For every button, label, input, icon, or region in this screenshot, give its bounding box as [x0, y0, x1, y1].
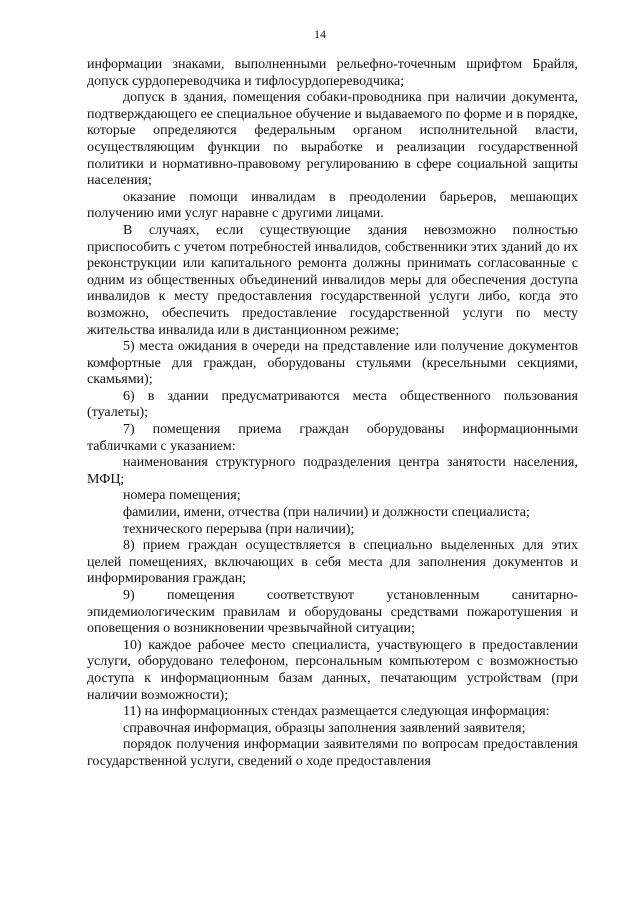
paragraph: 7) помещения приема граждан оборудованы информационными табличками с указанием:	[87, 422, 578, 454]
paragraph: технического перерыва (при наличии);	[123, 521, 355, 537]
paragraph: фамилии, имени, отчества (при наличии) и должности специалиста;	[123, 505, 530, 521]
page-number: 14	[314, 27, 326, 41]
paragraph: 11) на информационных стендах размещается следующая информация:	[123, 704, 550, 720]
paragraph: информации знаками, выполненными рельефно-точечным шрифтом Брайля, допуск сурдопереводчика и тифлосурдопереводчика;	[87, 57, 578, 89]
paragraph: 6) в здании предусматриваются места общественного пользования (туалеты);	[87, 388, 578, 421]
paragraph: наименования структурного подразделения центра занятости населения, МФЦ;	[87, 455, 578, 487]
paragraph: 5) места ожидания в очереди на представление или получение документов комфортные для граждан, оборудованы стульями (кресельными секциями, скамьями);	[87, 339, 578, 388]
document-body	[87, 57, 578, 771]
paragraph: 8) прием граждан осуществляется в специально выделенных для этих целей помещениях, включающих в себя места для заполнения документов и информирования граждан;	[87, 538, 578, 587]
paragraph: В случаях, если существующие здания невозможно полностью приспособить с учетом потребностей инвалидов, собственники этих зданий до их реконструкции или капитального ремонта должны принимать согласованные с одним из общественных объединений инвалидов меры для обеспечения доступа инвалидов к месту предоставления государственной услуги либо, когда это возможно, обеспечить предоставление государственной услуги по месту жительства инвалида или в дистанционном режиме;	[87, 222, 578, 338]
paragraph: 9) помещения соответствуют установленным санитарно-эпидемиологическим правилам и оборудованы средствами пожаротушения и оповещения о возникновении чрезвычайной ситуации;	[87, 588, 578, 637]
paragraph: номера помещения;	[123, 488, 241, 504]
paragraph: 10) каждое рабочее место специалиста, участвующего в предоставлении услуги, оборудовано телефоном, персональным компьютером с возможностью доступа к информационным базам данных, печатающим устройствам (при наличии возможности);	[87, 637, 578, 703]
paragraph: порядок получения информации заявителями по вопросам предоставления государственной услуги, сведений о ходе предоставления	[87, 737, 578, 769]
paragraph: справочная информация, образцы заполнения заявлений заявителя;	[123, 720, 526, 736]
paragraph: допуск в здания, помещения собаки-проводника при наличии документа, подтверждающего ее специальное обучение и выдаваемого по форме и в порядке, которые определяются федеральным органом исполнительной власти, осуществляющим функции по выработке и реализации государственной политики и нормативно-правовому регулированию в сфере социальной защиты населения;	[87, 90, 578, 189]
paragraph: оказание помощи инвалидам в преодолении барьеров, мешающих получению ими услуг наравне с другими лицами.	[87, 189, 578, 222]
